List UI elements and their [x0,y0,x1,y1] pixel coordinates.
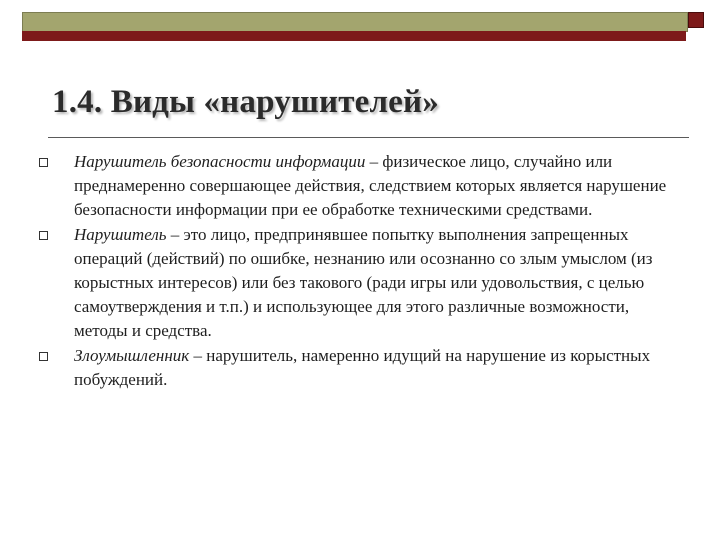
list-item-text [74,223,678,343]
list-item [38,150,678,222]
definition: – физическое лицо, случайно или преднамеренно совершающее действия, следствием которых является нарушение безопасности информации при ее обработке техническими средствами. [74,152,667,219]
term: Нарушитель [74,225,167,244]
list-item-text [74,344,678,392]
list-item [38,344,678,392]
title-divider [48,137,689,138]
list-item-text [74,150,678,222]
term: Злоумышленник [74,346,190,365]
term: Нарушитель безопасности информации [74,152,366,171]
square-bullet-icon [39,231,48,240]
definition: – это лицо, предпринявшее попытку выполнения запрещенных операций (действий) по ошибке, незнанию или осознанно со злым умыслом (из корыстных интересов) или без такового (ради игры или удовольствия, с целью самоутверждения и т.п.) и использующее для этого различные возможности, методы и средства. [74,225,653,340]
square-bullet-icon [39,352,48,361]
list-item [38,223,678,343]
corner-square-decoration [688,12,704,28]
slide-title: 1.4. Виды «нарушителей» [52,84,439,120]
definition: – нарушитель, намеренно идущий на нарушение из корыстных побуждений. [74,346,651,389]
header-band [22,12,688,32]
header-accent-line [22,31,686,41]
bullet-list [38,150,678,393]
square-bullet-icon [39,158,48,167]
